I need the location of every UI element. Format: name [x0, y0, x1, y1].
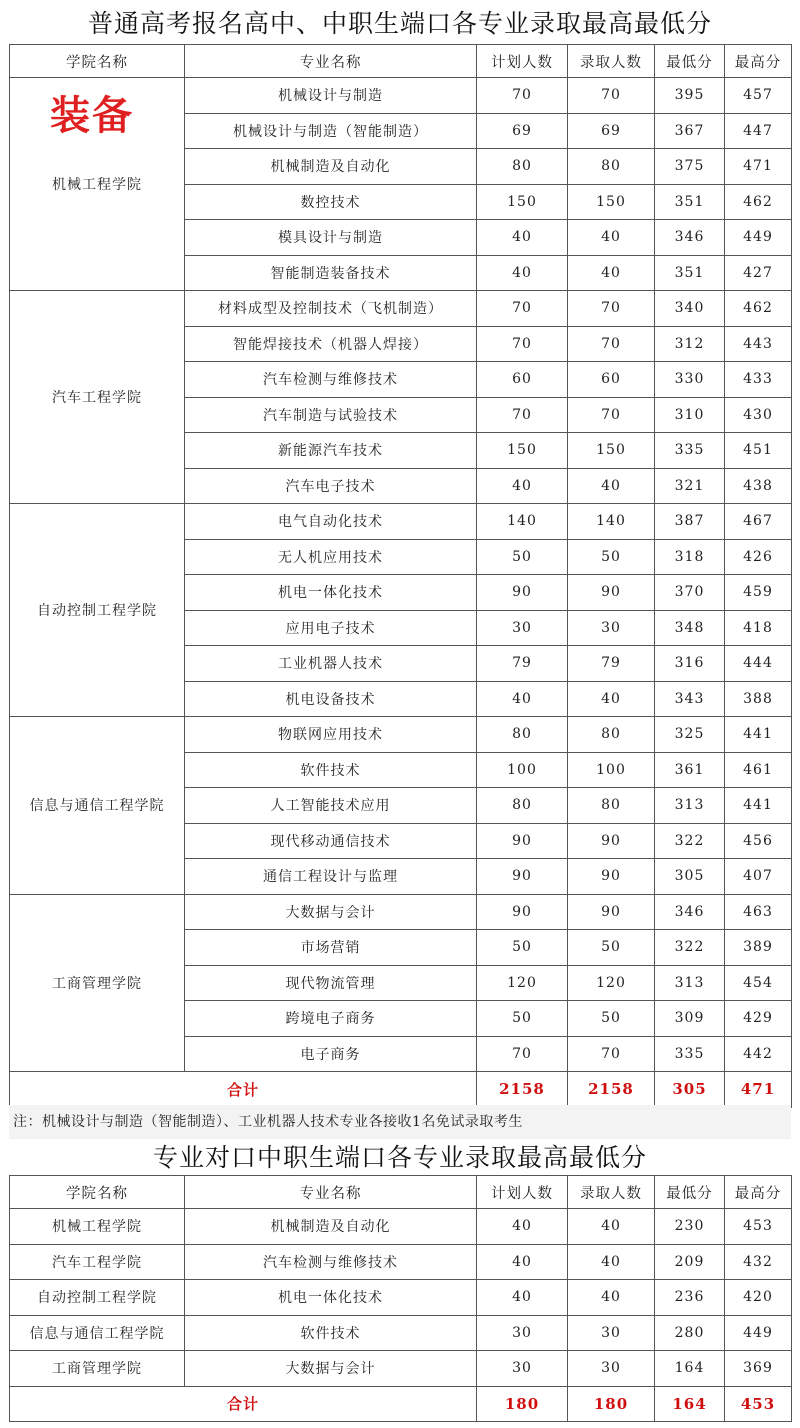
max-score-cell: 471 [725, 149, 792, 185]
college-name: 信息与通信工程学院 [29, 798, 165, 815]
plan-cell: 90 [477, 894, 568, 930]
plan-cell: 80 [477, 149, 568, 185]
admit-cell: 50 [568, 930, 655, 966]
table-row [10, 894, 792, 930]
college-cell [10, 291, 185, 504]
min-score-cell: 351 [655, 184, 725, 220]
max-score-cell: 454 [725, 965, 792, 1001]
min-score-cell: 325 [655, 717, 725, 753]
plan-cell: 70 [477, 291, 568, 327]
major-cell: 智能焊接技术（机器人焊接） [185, 326, 477, 362]
max-score-cell: 453 [725, 1209, 792, 1245]
admit-cell: 60 [568, 362, 655, 398]
max-score-cell: 442 [725, 1036, 792, 1072]
min-score-cell: 395 [655, 78, 725, 114]
major-cell: 新能源汽车技术 [185, 433, 477, 469]
major-cell: 机电一体化技术 [185, 575, 477, 611]
min-score-cell: 346 [655, 220, 725, 256]
admit-cell: 40 [568, 220, 655, 256]
header-max: 最高分 [725, 45, 792, 78]
header-admit: 录取人数 [568, 1176, 655, 1209]
max-score-cell: 443 [725, 326, 792, 362]
min-score-cell: 335 [655, 433, 725, 469]
admission-table-vocational [9, 1175, 792, 1422]
major-cell: 物联网应用技术 [185, 717, 477, 753]
plan-cell: 40 [477, 1209, 568, 1245]
max-score-cell: 432 [725, 1244, 792, 1280]
max-score-cell: 369 [725, 1351, 792, 1387]
plan-cell: 40 [477, 468, 568, 504]
min-score-cell: 305 [655, 859, 725, 895]
plan-cell: 40 [477, 220, 568, 256]
min-score-cell: 367 [655, 113, 725, 149]
min-score-cell: 370 [655, 575, 725, 611]
min-score-cell: 313 [655, 788, 725, 824]
table-row [10, 1209, 792, 1245]
plan-cell: 70 [477, 1036, 568, 1072]
college-cell: 汽车工程学院 [10, 1244, 185, 1280]
table-row [10, 504, 792, 540]
college-cell: 机械工程学院 [10, 1209, 185, 1245]
min-score-cell: 340 [655, 291, 725, 327]
table-row [10, 717, 792, 753]
max-score-cell: 462 [725, 184, 792, 220]
major-cell: 机械制造及自动化 [185, 149, 477, 185]
major-cell: 机械设计与制造（智能制造） [185, 113, 477, 149]
major-cell: 电气自动化技术 [185, 504, 477, 540]
table-row [10, 1351, 792, 1387]
admit-cell: 70 [568, 291, 655, 327]
min-score-cell: 387 [655, 504, 725, 540]
min-score-cell: 343 [655, 681, 725, 717]
total-max: 453 [725, 1386, 792, 1422]
admit-cell: 70 [568, 326, 655, 362]
max-score-cell: 449 [725, 1315, 792, 1351]
table1-header-row [10, 45, 792, 78]
max-score-cell: 447 [725, 113, 792, 149]
admit-cell: 140 [568, 504, 655, 540]
plan-cell: 140 [477, 504, 568, 540]
total-label: 合计 [10, 1072, 477, 1108]
college-name: 自动控制工程学院 [37, 603, 157, 619]
min-score-cell: 330 [655, 362, 725, 398]
admission-table-general [9, 44, 792, 1108]
plan-cell: 30 [477, 1315, 568, 1351]
min-score-cell: 236 [655, 1280, 725, 1316]
plan-cell: 120 [477, 965, 568, 1001]
major-cell: 跨境电子商务 [185, 1001, 477, 1037]
plan-cell: 30 [477, 610, 568, 646]
admit-cell: 40 [568, 255, 655, 291]
admit-cell: 40 [568, 681, 655, 717]
min-score-cell: 209 [655, 1244, 725, 1280]
admit-cell: 90 [568, 575, 655, 611]
major-cell: 软件技术 [185, 752, 477, 788]
plan-cell: 40 [477, 681, 568, 717]
max-score-cell: 461 [725, 752, 792, 788]
header-min: 最低分 [655, 45, 725, 78]
max-score-cell: 420 [725, 1280, 792, 1316]
college-name: 机械工程学院 [52, 177, 142, 193]
plan-cell: 70 [477, 326, 568, 362]
admit-cell: 70 [568, 78, 655, 114]
max-score-cell: 451 [725, 433, 792, 469]
major-cell: 应用电子技术 [185, 610, 477, 646]
max-score-cell: 429 [725, 1001, 792, 1037]
max-score-cell: 388 [725, 681, 792, 717]
header-major: 专业名称 [185, 45, 477, 78]
min-score-cell: 361 [655, 752, 725, 788]
admit-cell: 80 [568, 788, 655, 824]
total-min: 164 [655, 1386, 725, 1422]
max-score-cell: 438 [725, 468, 792, 504]
min-score-cell: 230 [655, 1209, 725, 1245]
major-cell: 工业机器人技术 [185, 646, 477, 682]
total-max: 471 [725, 1072, 792, 1108]
max-score-cell: 463 [725, 894, 792, 930]
plan-cell: 50 [477, 930, 568, 966]
major-cell: 通信工程设计与监理 [185, 859, 477, 895]
min-score-cell: 322 [655, 930, 725, 966]
admit-cell: 40 [568, 1280, 655, 1316]
table1-title: 普通高考报名高中、中职生端口各专业录取最高最低分 [87, 9, 712, 38]
total-min: 305 [655, 1072, 725, 1108]
major-cell: 机电设备技术 [185, 681, 477, 717]
major-cell: 机械制造及自动化 [185, 1209, 477, 1245]
plan-cell: 60 [477, 362, 568, 398]
major-cell: 无人机应用技术 [185, 539, 477, 575]
college-cell: 信息与通信工程学院 [10, 1315, 185, 1351]
plan-cell: 50 [477, 1001, 568, 1037]
admit-cell: 40 [568, 468, 655, 504]
major-cell: 人工智能技术应用 [185, 788, 477, 824]
min-score-cell: 316 [655, 646, 725, 682]
min-score-cell: 335 [655, 1036, 725, 1072]
major-cell: 数控技术 [185, 184, 477, 220]
header-plan: 计划人数 [477, 45, 568, 78]
table-row [10, 291, 792, 327]
plan-cell: 79 [477, 646, 568, 682]
admit-cell: 100 [568, 752, 655, 788]
max-score-cell: 462 [725, 291, 792, 327]
max-score-cell: 430 [725, 397, 792, 433]
min-score-cell: 375 [655, 149, 725, 185]
plan-cell: 90 [477, 575, 568, 611]
major-cell: 汽车制造与试验技术 [185, 397, 477, 433]
header-admit: 录取人数 [568, 45, 655, 78]
admit-cell: 30 [568, 1351, 655, 1387]
plan-cell: 150 [477, 184, 568, 220]
college-cell [10, 717, 185, 895]
major-cell: 汽车电子技术 [185, 468, 477, 504]
admit-cell: 90 [568, 859, 655, 895]
max-score-cell: 433 [725, 362, 792, 398]
major-cell: 大数据与会计 [185, 894, 477, 930]
min-score-cell: 321 [655, 468, 725, 504]
admit-cell: 50 [568, 1001, 655, 1037]
table-row [10, 1280, 792, 1316]
admit-cell: 40 [568, 1209, 655, 1245]
min-score-cell: 310 [655, 397, 725, 433]
major-cell: 智能制造装备技术 [185, 255, 477, 291]
major-cell: 电子商务 [185, 1036, 477, 1072]
max-score-cell: 459 [725, 575, 792, 611]
admit-cell: 50 [568, 539, 655, 575]
max-score-cell: 456 [725, 823, 792, 859]
plan-cell: 90 [477, 859, 568, 895]
admit-cell: 79 [568, 646, 655, 682]
footnote: 注：机械设计与制造（智能制造）、工业机器人技术专业各接收1名免试录取考生 [9, 1105, 791, 1139]
major-cell: 大数据与会计 [185, 1351, 477, 1387]
table2-header-row [10, 1176, 792, 1209]
plan-cell: 69 [477, 113, 568, 149]
total-label: 合计 [10, 1386, 477, 1422]
major-cell: 现代物流管理 [185, 965, 477, 1001]
header-plan: 计划人数 [477, 1176, 568, 1209]
max-score-cell: 427 [725, 255, 792, 291]
plan-cell: 80 [477, 717, 568, 753]
major-cell: 机电一体化技术 [185, 1280, 477, 1316]
header-major: 专业名称 [185, 1176, 477, 1209]
min-score-cell: 164 [655, 1351, 725, 1387]
min-score-cell: 346 [655, 894, 725, 930]
total-row [10, 1386, 792, 1422]
min-score-cell: 312 [655, 326, 725, 362]
plan-cell: 40 [477, 255, 568, 291]
brand-mark: 装备 [50, 93, 134, 139]
admit-cell: 90 [568, 894, 655, 930]
college-cell [10, 894, 185, 1072]
table2-title: 专业对口中职生端口各专业录取最高最低分 [152, 1143, 647, 1172]
total-plan: 2158 [477, 1072, 568, 1108]
major-cell: 汽车检测与维修技术 [185, 1244, 477, 1280]
admit-cell: 90 [568, 823, 655, 859]
college-cell: 自动控制工程学院 [10, 1280, 185, 1316]
table-row [10, 1244, 792, 1280]
major-cell: 现代移动通信技术 [185, 823, 477, 859]
min-score-cell: 313 [655, 965, 725, 1001]
max-score-cell: 407 [725, 859, 792, 895]
table2-body [10, 1209, 792, 1422]
college-cell [10, 504, 185, 717]
max-score-cell: 467 [725, 504, 792, 540]
header-min: 最低分 [655, 1176, 725, 1209]
college-cell [10, 78, 185, 291]
max-score-cell: 441 [725, 717, 792, 753]
major-cell: 市场营销 [185, 930, 477, 966]
min-score-cell: 351 [655, 255, 725, 291]
plan-cell: 30 [477, 1351, 568, 1387]
major-cell: 机械设计与制造 [185, 78, 477, 114]
max-score-cell: 389 [725, 930, 792, 966]
major-cell: 软件技术 [185, 1315, 477, 1351]
total-admit: 180 [568, 1386, 655, 1422]
admit-cell: 69 [568, 113, 655, 149]
plan-cell: 70 [477, 397, 568, 433]
admit-cell: 80 [568, 149, 655, 185]
plan-cell: 80 [477, 788, 568, 824]
plan-cell: 150 [477, 433, 568, 469]
plan-cell: 70 [477, 78, 568, 114]
header-college: 学院名称 [10, 1176, 185, 1209]
plan-cell: 100 [477, 752, 568, 788]
max-score-cell: 426 [725, 539, 792, 575]
college-name: 工商管理学院 [52, 975, 142, 992]
max-score-cell: 457 [725, 78, 792, 114]
admit-cell: 70 [568, 1036, 655, 1072]
total-row [10, 1072, 792, 1108]
min-score-cell: 322 [655, 823, 725, 859]
total-admit: 2158 [568, 1072, 655, 1108]
table-row [10, 1315, 792, 1351]
min-score-cell: 309 [655, 1001, 725, 1037]
plan-cell: 40 [477, 1244, 568, 1280]
table1-body [10, 78, 792, 1108]
min-score-cell: 318 [655, 539, 725, 575]
admit-cell: 150 [568, 433, 655, 469]
max-score-cell: 444 [725, 646, 792, 682]
max-score-cell: 418 [725, 610, 792, 646]
plan-cell: 40 [477, 1280, 568, 1316]
plan-cell: 90 [477, 823, 568, 859]
plan-cell: 50 [477, 539, 568, 575]
admit-cell: 30 [568, 610, 655, 646]
min-score-cell: 280 [655, 1315, 725, 1351]
min-score-cell: 348 [655, 610, 725, 646]
max-score-cell: 441 [725, 788, 792, 824]
admit-cell: 70 [568, 397, 655, 433]
college-name: 汽车工程学院 [52, 390, 142, 406]
college-cell: 工商管理学院 [10, 1351, 185, 1387]
table-row [10, 78, 792, 114]
max-score-cell: 449 [725, 220, 792, 256]
major-cell: 汽车检测与维修技术 [185, 362, 477, 398]
major-cell: 材料成型及控制技术（飞机制造） [185, 291, 477, 327]
admit-cell: 30 [568, 1315, 655, 1351]
header-college: 学院名称 [10, 45, 185, 78]
header-max: 最高分 [725, 1176, 792, 1209]
admit-cell: 80 [568, 717, 655, 753]
major-cell: 模具设计与制造 [185, 220, 477, 256]
admit-cell: 120 [568, 965, 655, 1001]
admit-cell: 40 [568, 1244, 655, 1280]
admit-cell: 150 [568, 184, 655, 220]
total-plan: 180 [477, 1386, 568, 1422]
